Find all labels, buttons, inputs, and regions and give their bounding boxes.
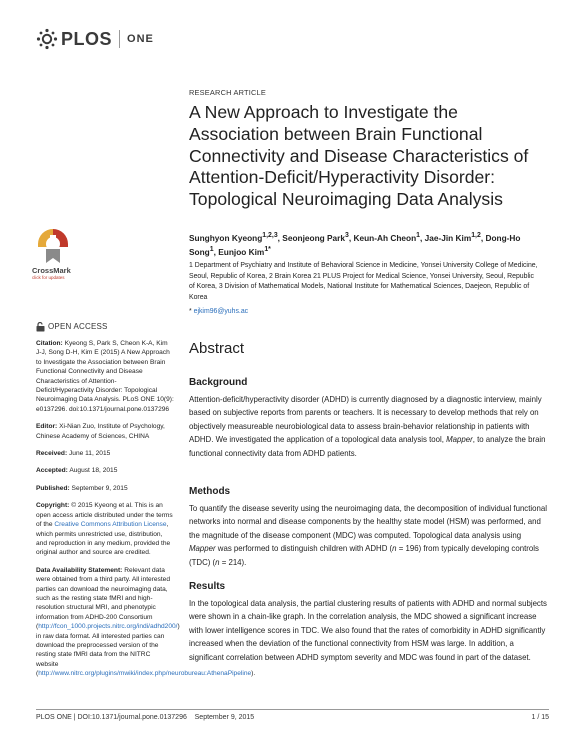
- author-name[interactable]: Dong-Ho Song: [189, 232, 521, 257]
- crossmark-icon: [36, 227, 70, 265]
- journal-brand: PLOS: [61, 28, 113, 49]
- published-block: [36, 484, 174, 493]
- editor-text: Xi-Nian Zuo, Institute of Psychology, Chinese Academy of Sciences, CHINA: [36, 423, 165, 440]
- license-link[interactable]: Creative Commons Attribution License: [54, 521, 167, 529]
- received-label: Received:: [36, 450, 68, 458]
- author-name[interactable]: Sunghyon Kyeong: [189, 232, 263, 243]
- open-access-label: OPEN ACCESS: [48, 322, 108, 332]
- article-type: RESEARCH ARTICLE: [189, 88, 266, 97]
- corresponding-email: [189, 308, 248, 315]
- affiliations: 1 Department of Psychiatry and Institute of Behavioral Science in Medicine, Yonsei University College of Medicine, Seoul, Republic of Korea, 2 Brain Korea 21 PLUS Project for Medical Science, Yonsei University, Seoul, Republic of Korea, 3 Division of Mathematical Models, National Institute for Mathematical Sciences, Daejeon, Republic of Korea: [189, 262, 538, 301]
- author-affil-sup: 1: [209, 245, 214, 253]
- methods-text: To quantify the disease severity using the neuroimaging data, the decomposition of individual functional networks into normal and disease components by the healthy state model (HSM) was performed, and the magnitude of the disease component (MDC) was computed. Topological data analysis using Mapper was performed to distinguish children with ADHD (n = 196) from typically developing controls (TDC) (n = 214).: [189, 504, 547, 567]
- article-title: A New Approach to Investigate the Association between Brain Functional Connectivity and Disease Characteristics of Attention-Deficit/Hyperactivity Disorder: Topological Neuroimaging Data Analysis: [189, 102, 529, 210]
- copyright-block: [36, 501, 174, 557]
- author-affil-sup: 3: [345, 232, 349, 239]
- author-affil-sup: 1,2,3: [262, 232, 278, 239]
- plos-sun-icon: [36, 28, 58, 50]
- crossmark-label: CrossMark: [32, 266, 71, 275]
- results-text: In the topological data analysis, the partial clustering results of patients with ADHD and normal subjects were shown in a chain-like graph. In the correlation analysis, the MDC showed a significant increase with lower intelligence scores in TDC. We also found that the rates of comorbidity in ADHD significantly increased when the deviation of the functional connectivity from HSM was large. In addition, a significant correlation between ADHD symptom severity and MDC was found in part of the dataset.: [189, 599, 547, 662]
- copyright-text-end: , which permits unrestricted use, distribution, and reproduction in any medium, provided the original author and source are credited.: [36, 521, 171, 557]
- copyright-label: Copyright:: [36, 502, 70, 510]
- data-availability-text-end: ).: [251, 670, 256, 678]
- logo-divider: [119, 30, 120, 48]
- author-name[interactable]: Jae-Jin Kim: [424, 232, 472, 243]
- data-availability-label: Data Availability Statement:: [36, 566, 123, 574]
- data-availability-text-mid: ) in raw data format. All interested parties can download the preprocessed version of the resting state fMRI data from the NITRC website (: [36, 623, 180, 678]
- nitrc-link[interactable]: http://www.nitrc.org/plugins/mwiki/index.php/neurobureau:AthenaPipeline: [38, 670, 252, 678]
- author-affil-sup: 1: [416, 232, 421, 239]
- abstract-heading: Abstract: [189, 340, 245, 357]
- crossmark-sublabel: click for updates: [32, 275, 65, 280]
- methods-heading: Methods: [189, 486, 231, 497]
- footer-citation: PLOS ONE | DOI:10.1371/journal.pone.0137296 September 9, 2015: [36, 714, 255, 721]
- methods-section: [189, 486, 549, 569]
- author-name[interactable]: Seonjeong Park: [282, 232, 346, 243]
- email-link[interactable]: ejkim96@yuhs.ac: [193, 308, 249, 315]
- footer-divider: [36, 709, 549, 710]
- adhd200-link[interactable]: http://fcon_1000.projects.nitrc.org/indi/adhd200/: [38, 623, 178, 631]
- open-lock-icon: [36, 322, 45, 332]
- received-block: [36, 449, 174, 458]
- citation-block: [36, 339, 174, 414]
- journal-sub: ONE: [127, 33, 154, 45]
- background-heading: Background: [189, 377, 248, 388]
- accepted-date: August 18, 2015: [69, 467, 118, 475]
- data-availability-text: Relevant data were obtained from a third party. All interested parties can download the neuroimaging data, such as the resting state fMRI and high-resolution structural MRI, and phenotypic information from ADHD-200 Consortium (: [36, 566, 171, 631]
- background-text: Attention-deficit/hyperactivity disorder (ADHD) is currently diagnosed by a diagnostic interview, mainly based on subjective reports from parents or teachers. It is necessary to develop methods that rely on objectively measureable neurobiological data to assess brain-behavior relationship in patients with ADHD. We investigated the application of a topological data analysis tool, Mapper, to analyze the brain functional connectivity data from ADHD patients.: [189, 395, 546, 458]
- copyright-text: © 2015 Kyeong et al. This is an open access article distributed under the terms of the: [36, 502, 173, 529]
- corresponding-mark: *: [268, 245, 271, 253]
- author-list: Sunghyon Kyeong$^{1,2,3}$, Seonjeong Park$^3$, Keun-Ah Cheon$^1$, Jae-Jin Kim$^{1,2}$, Dong-Ho Song$^1$, Eunjoo Kim$^{1*}$: [189, 232, 521, 257]
- accepted-label: Accepted:: [36, 467, 68, 475]
- published-label: Published:: [36, 484, 70, 492]
- author-affil-sup: 1: [264, 245, 269, 253]
- citation-label: Citation:: [36, 340, 63, 347]
- background-section: [189, 377, 549, 460]
- published-date: September 9, 2015: [71, 484, 128, 492]
- author-affil-sup: 1,2: [471, 232, 481, 239]
- open-access-badge: [36, 322, 174, 332]
- email-mark: *: [189, 308, 192, 315]
- results-heading: Results: [189, 581, 226, 592]
- page-number: 1 / 15: [531, 714, 549, 721]
- citation-text: Kyeong S, Park S, Cheon K-A, Kim J-J, Song D-H, Kim E (2015) A New Approach to Investigate the Association between Brain Functional Connectivity and Disease Characteristics of Attention-Deficit/Hyperactivity Disorder: Topological Neuroimaging Data Analysis. PLoS ONE 10(9): e0137296. doi:10.1371/journal.pone.0137296: [36, 340, 174, 413]
- journal-logo[interactable]: [36, 26, 154, 52]
- received-date: June 11, 2015: [69, 450, 111, 458]
- author-name[interactable]: Keun-Ah Cheon: [353, 232, 417, 243]
- accepted-block: [36, 466, 174, 475]
- results-section: [189, 581, 549, 664]
- editor-block: [36, 422, 174, 441]
- author-name[interactable]: Eunjoo Kim: [218, 246, 265, 257]
- crossmark-badge[interactable]: [32, 227, 80, 280]
- editor-label: Editor:: [36, 423, 58, 431]
